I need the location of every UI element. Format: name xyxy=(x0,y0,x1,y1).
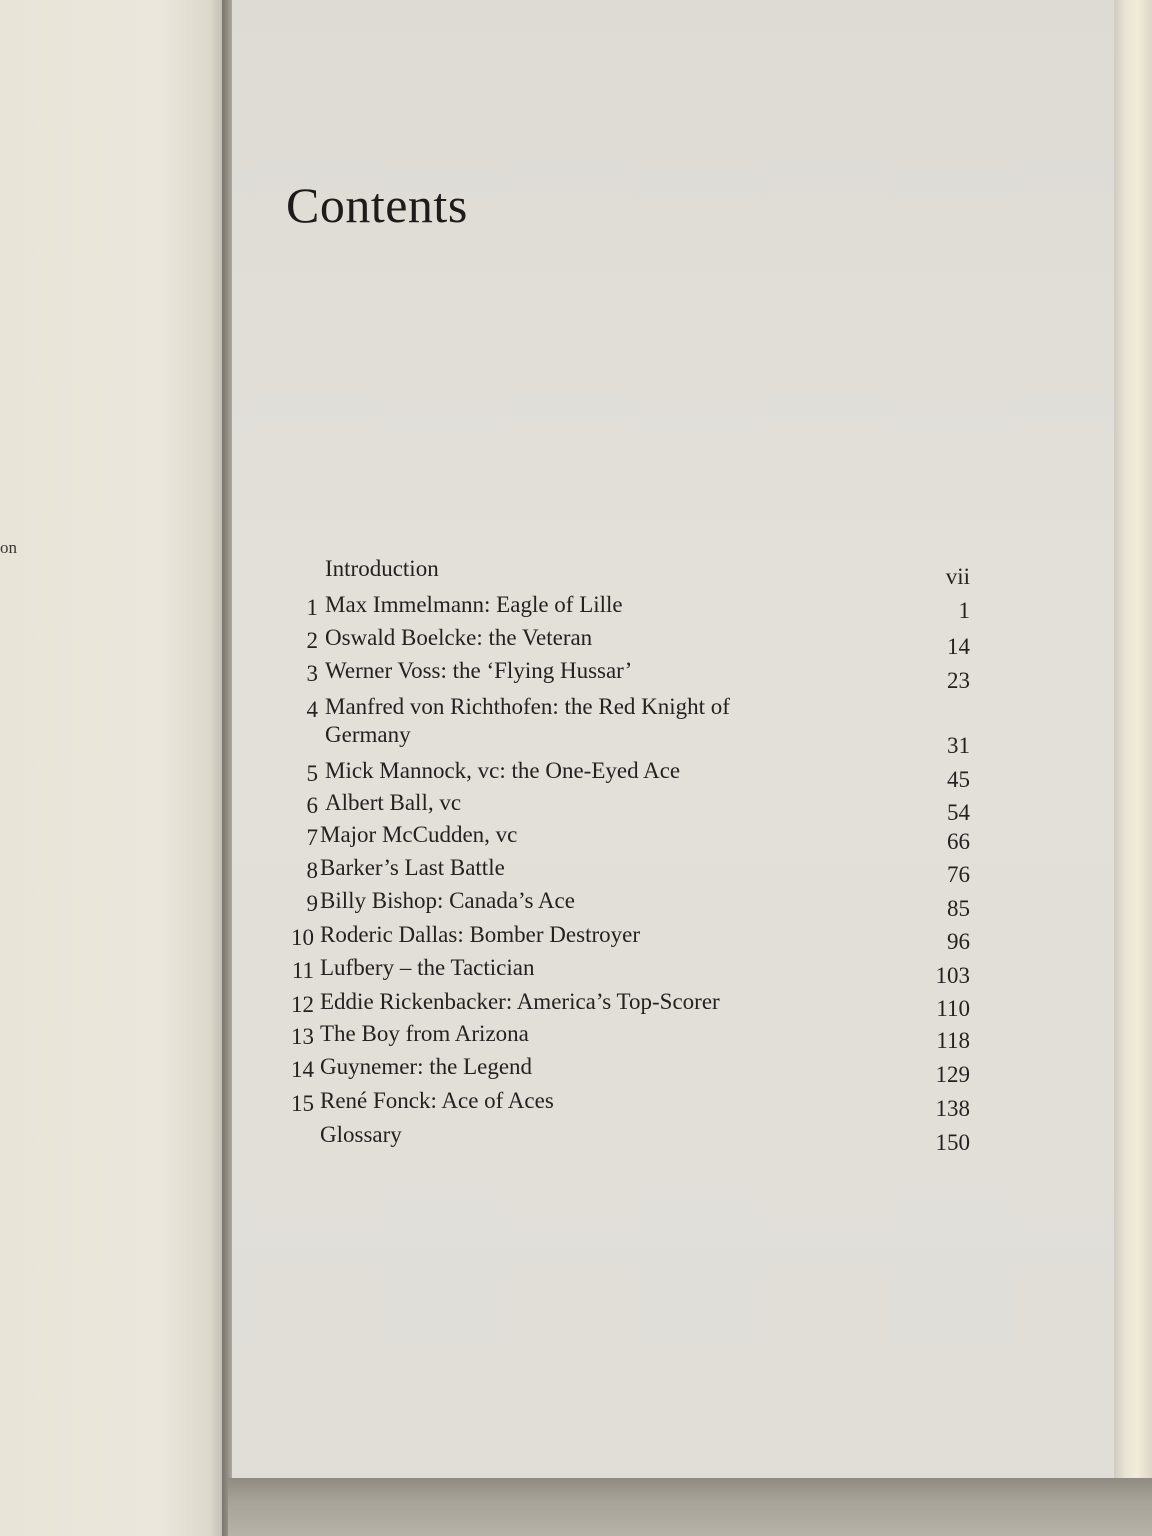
toc-page-number: 118 xyxy=(936,1028,970,1053)
toc-page-number: 1 xyxy=(958,598,970,623)
toc-chapter-number: 1 xyxy=(306,595,318,620)
toc-chapter-number: 11 xyxy=(291,958,314,983)
toc-chapter-title: Max Immelmann: Eagle of Lille xyxy=(325,592,623,617)
toc-chapter-title: Introduction xyxy=(325,556,439,581)
toc-chapter-number: 12 xyxy=(291,992,314,1017)
toc-page-number: 150 xyxy=(935,1130,970,1155)
page-bottom-edge xyxy=(228,1478,1152,1536)
toc-chapter-number: 4 xyxy=(306,697,318,722)
toc-page-number: 14 xyxy=(947,634,970,659)
toc-chapter-number: 13 xyxy=(291,1024,314,1049)
toc-page-number: vii xyxy=(945,564,970,589)
toc-chapter-title: Glossary xyxy=(320,1122,402,1147)
page-title: Contents xyxy=(286,177,468,233)
toc-chapter-number: 14 xyxy=(291,1057,314,1082)
toc-page-number: 85 xyxy=(947,896,970,921)
toc-page-number: 138 xyxy=(935,1096,970,1121)
toc-page-number: 110 xyxy=(936,996,970,1021)
left-facing-page xyxy=(0,0,228,1536)
toc-chapter-number: 9 xyxy=(306,891,318,916)
toc-chapter-title: Eddie Rickenbacker: America’s Top-Scorer xyxy=(320,989,720,1014)
toc-page-number: 66 xyxy=(947,829,970,854)
toc-chapter-title: Mick Mannock, vc: the One-Eyed Ace xyxy=(325,758,681,783)
toc-chapter-title: René Fonck: Ace of Aces xyxy=(320,1088,554,1113)
toc-page-number: 23 xyxy=(947,668,970,693)
toc-chapter-number: 7 xyxy=(306,825,318,850)
toc-chapter-title: Major McCudden, vc xyxy=(320,822,518,847)
toc-chapter-title: The Boy from Arizona xyxy=(320,1021,529,1046)
toc-chapter-title: Barker’s Last Battle xyxy=(320,855,505,880)
toc-chapter-number: 3 xyxy=(306,661,318,686)
toc-chapter-title: Albert Ball, vc xyxy=(325,790,462,815)
toc-chapter-title: Lufbery – the Tactician xyxy=(320,955,535,980)
toc-chapter-title: Manfred von Richthofen: the Red Knight of xyxy=(325,694,730,719)
toc-page-number: 103 xyxy=(935,963,970,988)
toc-chapter-number: 2 xyxy=(306,628,318,653)
toc-chapter-title: Roderic Dallas: Bomber Destroyer xyxy=(320,922,640,947)
toc-chapter-number: 15 xyxy=(291,1091,314,1116)
toc-chapter-title: Guynemer: the Legend xyxy=(320,1054,533,1079)
toc-chapter-title: Billy Bishop: Canada’s Ace xyxy=(320,888,575,913)
toc-page-number: 54 xyxy=(947,800,970,825)
toc-chapter-number: 10 xyxy=(291,925,314,950)
left-page-text-fragment: on xyxy=(0,538,17,557)
toc-page-number: 129 xyxy=(935,1062,970,1087)
toc-page-number: 31 xyxy=(947,733,970,758)
toc-page-number: 76 xyxy=(947,862,970,887)
toc-chapter-number: 6 xyxy=(306,793,318,818)
toc-chapter-title: Oswald Boelcke: the Veteran xyxy=(325,625,593,650)
toc-chapter-number: 5 xyxy=(306,761,318,786)
toc-chapter-title-continued: Germany xyxy=(325,722,411,747)
cover-board-edge xyxy=(1114,0,1152,1478)
toc-page-number: 96 xyxy=(947,929,970,954)
toc-page-number: 45 xyxy=(947,767,970,792)
toc-chapter-number: 8 xyxy=(306,858,318,883)
toc-chapter-title: Werner Voss: the ‘Flying Hussar’ xyxy=(325,658,633,683)
